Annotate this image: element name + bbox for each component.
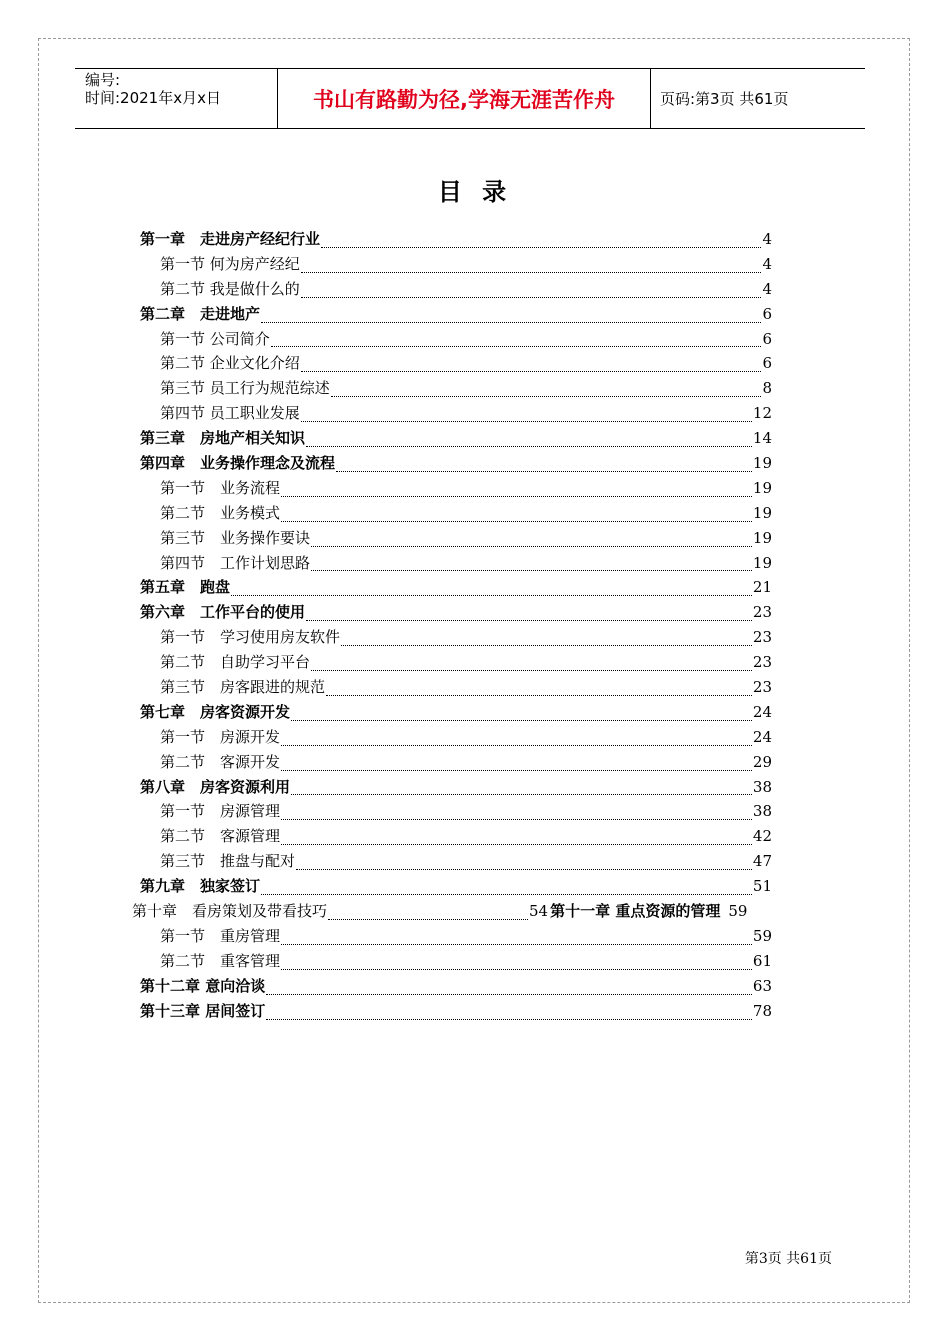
toc-dot-leader <box>301 421 752 422</box>
toc-section-entry[interactable] <box>140 825 772 850</box>
toc-entry-page: 14 <box>752 429 772 448</box>
toc-section-entry[interactable] <box>140 527 772 552</box>
toc-section-entry[interactable] <box>140 477 772 502</box>
toc-chapter-entry[interactable] <box>140 303 772 328</box>
toc-entry-page: 6 <box>762 354 772 373</box>
toc-entry-page: 21 <box>752 578 772 597</box>
toc-dot-leader <box>281 496 752 497</box>
toc-dot-leader <box>281 944 752 945</box>
toc-dot-leader <box>291 794 752 795</box>
toc-entry-label: 第三节 员工行为规范综述 <box>160 379 330 398</box>
toc-dot-leader <box>341 645 752 646</box>
toc-chapter-entry[interactable] <box>140 975 772 1000</box>
toc-chapter-entry[interactable] <box>140 576 772 601</box>
toc-entry-label: 第二章 走进地产 <box>140 304 261 323</box>
toc-entry-label: 第九章 独家签订 <box>140 877 261 896</box>
toc-entry-label: 第三节 推盘与配对 <box>160 852 296 871</box>
toc-dot-leader <box>281 969 752 970</box>
toc-chapter-entry[interactable] <box>140 1000 772 1025</box>
toc-entry-label: 第十章 看房策划及带看技巧 <box>132 902 328 921</box>
toc-entry-label: 第十三章 居间签订 <box>140 1001 266 1020</box>
toc-entry-label: 第六章 工作平台的使用 <box>140 603 306 622</box>
toc-dot-leader <box>301 371 762 372</box>
toc-dot-leader <box>336 471 752 472</box>
header-meta <box>75 69 278 128</box>
toc-entry-label: 第二节 客源管理 <box>160 827 281 846</box>
document-date: 时间:2021年x月x日 <box>85 89 221 107</box>
toc-entry-label: 第四节 员工职业发展 <box>160 404 300 423</box>
toc-entry-label: 第一节 业务流程 <box>160 478 281 497</box>
toc-dot-leader <box>281 819 752 820</box>
toc-entry-label: 第二节 我是做什么的 <box>160 279 300 298</box>
toc-section-entry[interactable] <box>140 552 772 577</box>
toc-dot-leader <box>261 894 752 895</box>
toc-dot-leader <box>311 670 752 671</box>
toc-dot-leader <box>271 346 762 347</box>
toc-entry-page: 61 <box>752 951 772 970</box>
toc-entry-label: 第一节 公司简介 <box>160 329 270 348</box>
toc-entry-page: 24 <box>752 702 772 721</box>
toc-entry-page: 23 <box>752 678 772 697</box>
toc-entry-label: 第二节 客源开发 <box>160 752 281 771</box>
toc-entry-page: 78 <box>752 1001 772 1020</box>
toc-dot-leader <box>306 620 752 621</box>
toc-dot-leader <box>306 446 752 447</box>
toc-dot-leader <box>311 570 752 571</box>
toc-section-entry[interactable] <box>140 751 772 776</box>
toc-dot-leader <box>328 919 528 920</box>
toc-chapter-entry[interactable] <box>140 427 772 452</box>
toc-entry-page: 23 <box>752 603 772 622</box>
toc-entry-label: 第三章 房地产相关知识 <box>140 429 306 448</box>
header-page-info: 页码:第3页 共61页 <box>660 90 789 108</box>
toc-entry-label: 第三节 房客跟进的规范 <box>160 678 326 697</box>
toc-section-entry[interactable] <box>140 800 772 825</box>
toc-entry-page: 23 <box>752 653 772 672</box>
toc-entry-label: 第四节 工作计划思路 <box>160 553 311 572</box>
toc-entry-page: 19 <box>752 478 772 497</box>
toc-dot-leader <box>301 297 762 298</box>
table-of-contents <box>132 228 772 1025</box>
toc-section-entry[interactable] <box>140 253 772 278</box>
toc-entry-label: 第四章 业务操作理念及流程 <box>140 454 336 473</box>
toc-entry-page: 19 <box>752 528 772 547</box>
toc-dot-leader <box>311 546 752 547</box>
toc-chapter-entry[interactable] <box>140 875 772 900</box>
toc-entry-page: 12 <box>752 404 772 423</box>
toc-dot-leader <box>231 595 752 596</box>
toc-entry-label: 第七章 房客资源开发 <box>140 702 291 721</box>
toc-entry-label: 第二节 业务模式 <box>160 503 281 522</box>
toc-entry-label: 第二节 自助学习平台 <box>160 653 311 672</box>
toc-entry-page: 4 <box>762 254 772 273</box>
toc-entry-page: 42 <box>752 827 772 846</box>
toc-dot-leader <box>296 869 752 870</box>
toc-entry-label: 第一节 学习使用房友软件 <box>160 628 341 647</box>
toc-chapter-entry[interactable] <box>132 900 800 925</box>
toc-section-entry[interactable] <box>140 328 772 353</box>
toc-section-entry[interactable] <box>140 352 772 377</box>
toc-chapter-entry[interactable] <box>140 228 772 253</box>
toc-entry-page: 38 <box>752 777 772 796</box>
toc-entry-label: 第二节 重客管理 <box>160 951 281 970</box>
toc-dot-leader <box>301 272 762 273</box>
toc-entry-label: 第十二章 意向洽谈 <box>140 976 266 995</box>
toc-entry-label: 第一节 何为房产经纪 <box>160 254 300 273</box>
toc-chapter-entry[interactable] <box>140 601 772 626</box>
toc-chapter-entry[interactable] <box>140 776 772 801</box>
toc-dot-leader <box>331 396 762 397</box>
toc-entry-page: 23 <box>752 628 772 647</box>
document-number-label: 编号: <box>85 71 121 89</box>
toc-entry-label: 第一章 走进房产经纪行业 <box>140 230 321 248</box>
toc-entry-page: 24 <box>752 727 772 746</box>
toc-section-entry[interactable] <box>140 676 772 701</box>
toc-section-entry[interactable] <box>140 950 772 975</box>
toc-dot-leader <box>281 745 752 746</box>
toc-entry-label: 第一节 房源开发 <box>160 727 281 746</box>
toc-chapter-entry[interactable] <box>140 452 772 477</box>
toc-entry-page: 54 <box>529 902 549 921</box>
toc-entry-page: 47 <box>752 852 772 871</box>
toc-section-entry[interactable] <box>140 651 772 676</box>
page-header <box>75 68 865 129</box>
toc-entry-page: 6 <box>762 329 772 348</box>
toc-dot-leader <box>261 322 761 323</box>
toc-dot-leader <box>326 695 752 696</box>
toc-section-entry[interactable] <box>140 377 772 402</box>
toc-dot-leader <box>321 247 761 248</box>
toc-entry-page: 19 <box>752 553 772 572</box>
page-footer: 第3页 共61页 <box>744 1251 832 1267</box>
toc-dot-leader <box>281 770 752 771</box>
header-motto: 书山有路勤为径,学海无涯苦作舟 <box>278 69 651 128</box>
toc-dot-leader <box>281 521 752 522</box>
toc-section-entry[interactable] <box>140 402 772 427</box>
toc-entry-label: 第五章 跑盘 <box>140 578 231 597</box>
toc-entry-label: 第八章 房客资源利用 <box>140 777 291 796</box>
toc-entry-label: 第一节 房源管理 <box>160 802 281 821</box>
toc-entry-page: 29 <box>752 752 772 771</box>
toc-entry-page: 19 <box>752 503 772 522</box>
toc-section-entry[interactable] <box>140 850 772 875</box>
toc-section-entry[interactable] <box>140 726 772 751</box>
toc-dot-leader <box>291 720 752 721</box>
toc-entry-page: 6 <box>762 304 772 323</box>
toc-entry-page: 8 <box>762 379 772 398</box>
toc-entry-page: 19 <box>752 454 772 473</box>
toc-entry-page: 4 <box>762 230 772 248</box>
toc-dot-leader <box>281 844 752 845</box>
toc-entry-page: 63 <box>752 976 772 995</box>
toc-dot-leader <box>266 994 752 995</box>
toc-entry-page: 59 <box>752 926 772 945</box>
toc-entry-label: 第二节 企业文化介绍 <box>160 354 300 373</box>
toc-entry-page: 51 <box>752 877 772 896</box>
toc-entry-page-secondary: 59 <box>728 902 748 921</box>
toc-chapter-entry[interactable] <box>140 701 772 726</box>
toc-entry-page: 38 <box>752 802 772 821</box>
toc-entry-page: 4 <box>762 279 772 298</box>
toc-dot-leader <box>266 1019 752 1020</box>
toc-entry-label: 第三节 业务操作要诀 <box>160 528 311 547</box>
toc-entry-label-secondary: 第十一章 重点资源的管理 <box>550 902 721 921</box>
toc-title: 目 录 <box>437 178 513 206</box>
toc-section-entry[interactable] <box>140 925 772 950</box>
toc-section-entry[interactable] <box>140 278 772 303</box>
toc-section-entry[interactable] <box>140 502 772 527</box>
toc-entry-label: 第一节 重房管理 <box>160 926 281 945</box>
toc-section-entry[interactable] <box>140 626 772 651</box>
